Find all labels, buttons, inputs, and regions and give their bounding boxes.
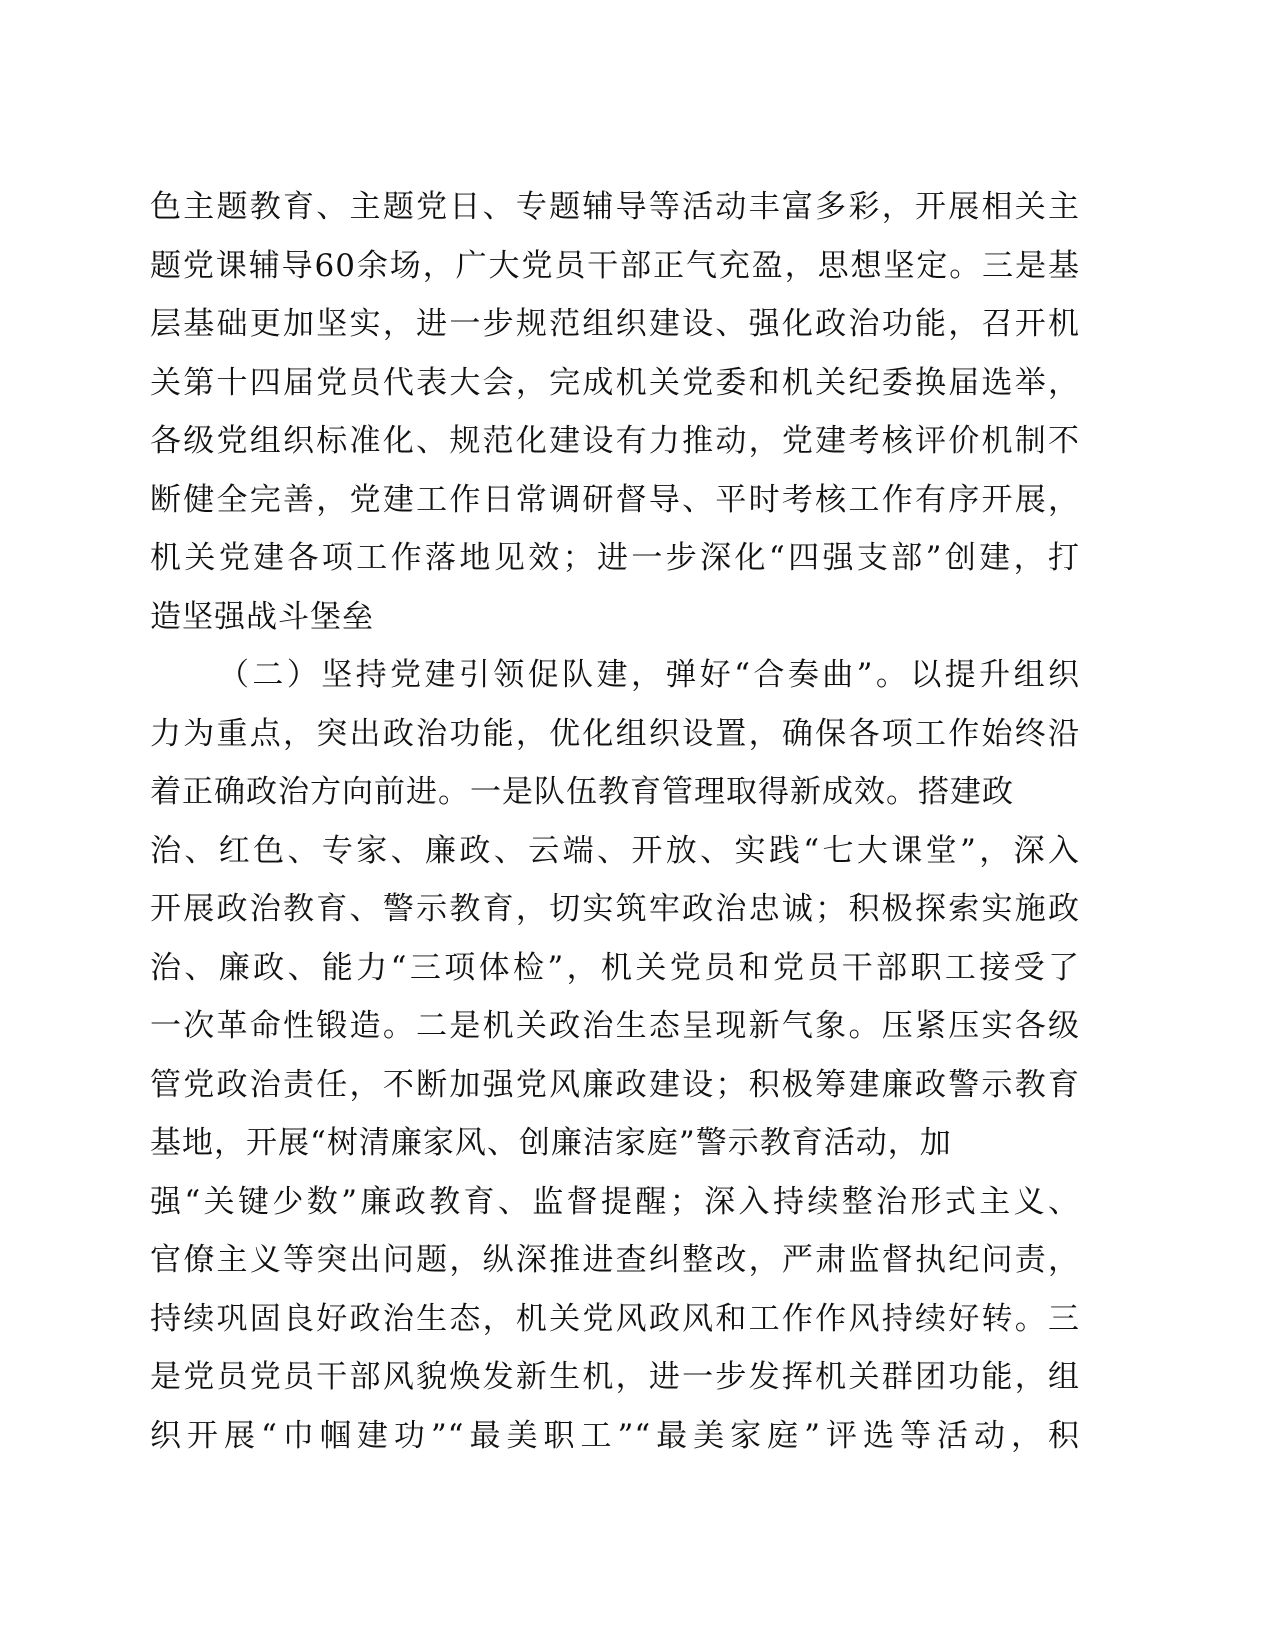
text-line-12: 治、红色、专家、廉政、云端、开放、实践“七大课堂”，深入 (150, 832, 1080, 869)
text-line-16: 管党政治责任，不断加强党风廉政建设；积极筹建廉政警示教育 (150, 1066, 1080, 1103)
text-line-5: 各级党组织标准化、规范化建设有力推动，党建考核评价机制不 (150, 423, 1080, 459)
text-line-14: 治、廉政、能力“三项体检”，机关党员和党员干部职工接受了 (150, 949, 1080, 986)
text-line-13: 开展政治教育、警示教育，切实筑牢政治忠诚；积极探索实施政 (150, 891, 1080, 927)
text-line-17: 基地，开展“树清廉家风、创廉洁家庭”警示教育活动，加 (150, 1125, 952, 1161)
text-line-6: 断健全完善，党建工作日常调研督导、平时考核工作有序开展， (150, 481, 1080, 518)
text-line-2: 题党课辅导60余场，广大党员干部正气充盈，思想坚定。三是基 (150, 247, 1080, 284)
body-text (150, 178, 1080, 1465)
text-line-20: 持续巩固良好政治生态，机关党风政风和工作作风持续好转。三 (150, 1300, 1080, 1337)
text-line-1: 色主题教育、主题党日、专题辅导等活动丰富多彩，开展相关主 (150, 189, 1080, 225)
text-line-7: 机关党建各项工作落地见效；进一步深化“四强支部”创建，打 (150, 540, 1080, 576)
text-line-11: 着正确政治方向前进。一是队伍教育管理取得新成效。搭建政 (150, 774, 1014, 810)
text-line-19: 官僚主义等突出问题，纵深推进查纠整改，严肃监督执纪问责， (150, 1242, 1080, 1278)
text-line-22: 织开展“巾帼建功”“最美职工”“最美家庭”评选等活动，积 (150, 1417, 1080, 1454)
text-line-21: 是党员党员干部风貌焕发新生机，进一步发挥机关群团功能，组 (150, 1359, 1080, 1395)
text-line-4: 关第十四届党员代表大会，完成机关党委和机关纪委换届选举， (150, 364, 1080, 401)
text-line-10: 力为重点，突出政治功能，优化组织设置，确保各项工作始终沿 (150, 715, 1080, 752)
text-line-8: 造坚强战斗堡垒 (150, 598, 374, 635)
text-line-18: 强“关键少数”廉政教育、监督提醒；深入持续整治形式主义、 (150, 1183, 1080, 1220)
text-line-15: 一次革命性锻造。二是机关政治生态呈现新气象。压紧压实各级 (150, 1008, 1080, 1044)
section-heading-line: （二）坚持党建引领促队建，弹好“合奏曲”。以提升组织 (218, 657, 1080, 693)
text-line-3: 层基础更加坚实，进一步规范组织建设、强化政治功能，召开机 (150, 306, 1080, 342)
